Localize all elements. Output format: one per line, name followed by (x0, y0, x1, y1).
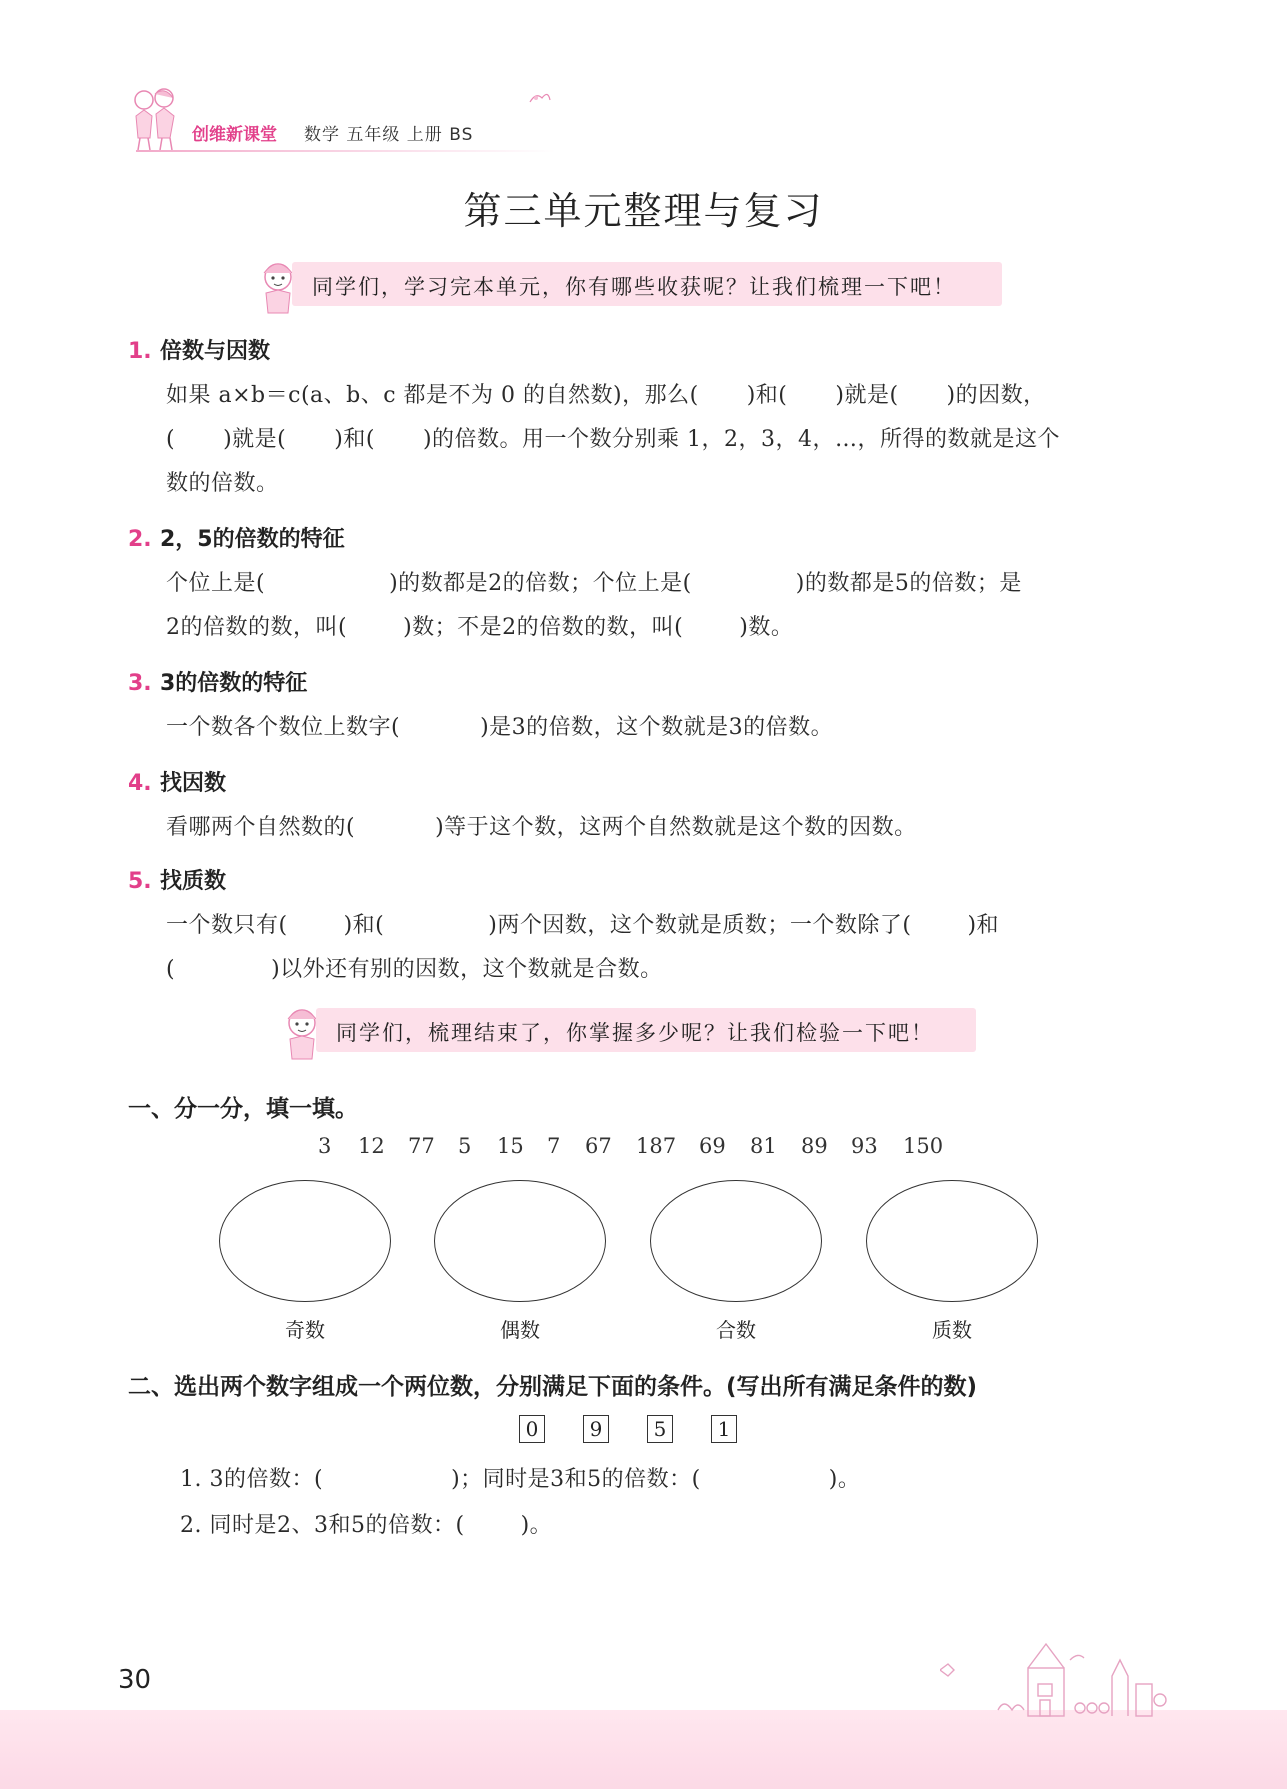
part2-title: 二、选出两个数字组成一个两位数，分别满足下面的条件。(写出所有满足条件的数) (128, 1374, 978, 1400)
review-line: 一个数各个数位上数字( )是3的倍数，这个数就是3的倍数。 (166, 715, 834, 740)
review-heading-1: 1. 倍数与因数 (128, 339, 271, 364)
digit-card: 1 (711, 1415, 737, 1443)
review-heading-3: 3. 3的倍数的特征 (128, 671, 308, 696)
review-heading-4: 4. 找因数 (128, 771, 227, 796)
even-label: 偶数 (500, 1318, 540, 1342)
review-line: 个位上是( )的数都是2的倍数；个位上是( )的数都是5的倍数；是 (166, 571, 1022, 596)
composite-label: 合数 (716, 1318, 756, 1342)
part1-title: 一、分一分，填一填。 (128, 1096, 358, 1122)
digit-card: 0 (519, 1415, 545, 1443)
digit-card: 5 (647, 1415, 673, 1443)
number-item: 7 (547, 1134, 561, 1158)
review-line: 看哪两个自然数的( )等于这个数，这两个自然数就是这个数的因数。 (166, 815, 917, 840)
page-title: 第三单元整理与复习 (463, 189, 824, 233)
brand-name: 创维新课堂 (192, 125, 277, 145)
review-line: ( )就是( )和( )的倍数。用一个数分别乘 1，2，3，4，…，所得的数就是这个 (166, 427, 1061, 452)
number-item: 67 (585, 1134, 612, 1158)
question-1: 1. 3的倍数：( )；同时是3和5的倍数：( )。 (180, 1467, 861, 1492)
page-number: 30 (118, 1665, 152, 1695)
number-item: 69 (699, 1134, 726, 1158)
flower-icon (526, 88, 552, 108)
number-item: 81 (750, 1134, 777, 1158)
check-banner: 同学们，梳理结束了，你掌握多少呢？让我们检验一下吧！ (316, 1008, 976, 1052)
odd-label: 奇数 (285, 1318, 325, 1342)
kids-illustration-icon (128, 86, 180, 152)
number-list (0, 1134, 1287, 1164)
review-line: 2的倍数的数，叫( )数；不是2的倍数的数，叫( )数。 (166, 615, 794, 640)
header-rule (136, 150, 556, 152)
number-item: 12 (358, 1134, 385, 1158)
review-line: ( )以外还有别的因数，这个数就是合数。 (166, 957, 663, 982)
review-line: 如果 a×b＝c(a、b、c 都是不为 0 的自然数)，那么( )和( )就是( )的因数， (166, 383, 1046, 408)
review-heading-5: 5. 找质数 (128, 869, 227, 894)
summary-banner: 同学们，学习完本单元，你有哪些收获呢？让我们梳理一下吧！ (292, 262, 1002, 306)
number-item: 15 (497, 1134, 524, 1158)
review-heading-2: 2. 2，5的倍数的特征 (128, 527, 345, 552)
number-item: 93 (851, 1134, 878, 1158)
number-item: 3 (318, 1134, 332, 1158)
number-item: 5 (458, 1134, 472, 1158)
odd-ellipse[interactable] (219, 1180, 391, 1302)
review-line: 一个数只有( )和( )两个因数，这个数就是质数；一个数除了( )和 (166, 913, 1000, 938)
prime-label: 质数 (932, 1318, 972, 1342)
digit-card: 9 (583, 1415, 609, 1443)
number-item: 89 (801, 1134, 828, 1158)
footer-band (0, 1710, 1287, 1789)
even-ellipse[interactable] (434, 1180, 606, 1302)
question-2: 2. 同时是2、3和5的倍数：( )。 (180, 1513, 553, 1538)
castle-illustration-icon (940, 1640, 1170, 1718)
page-header (128, 86, 548, 156)
prime-ellipse[interactable] (866, 1180, 1038, 1302)
number-item: 150 (903, 1134, 944, 1158)
review-line: 数的倍数。 (166, 471, 279, 496)
composite-ellipse[interactable] (650, 1180, 822, 1302)
number-item: 77 (408, 1134, 435, 1158)
number-item: 187 (636, 1134, 677, 1158)
subject-info: 数学 五年级 上册 BS (304, 125, 474, 145)
